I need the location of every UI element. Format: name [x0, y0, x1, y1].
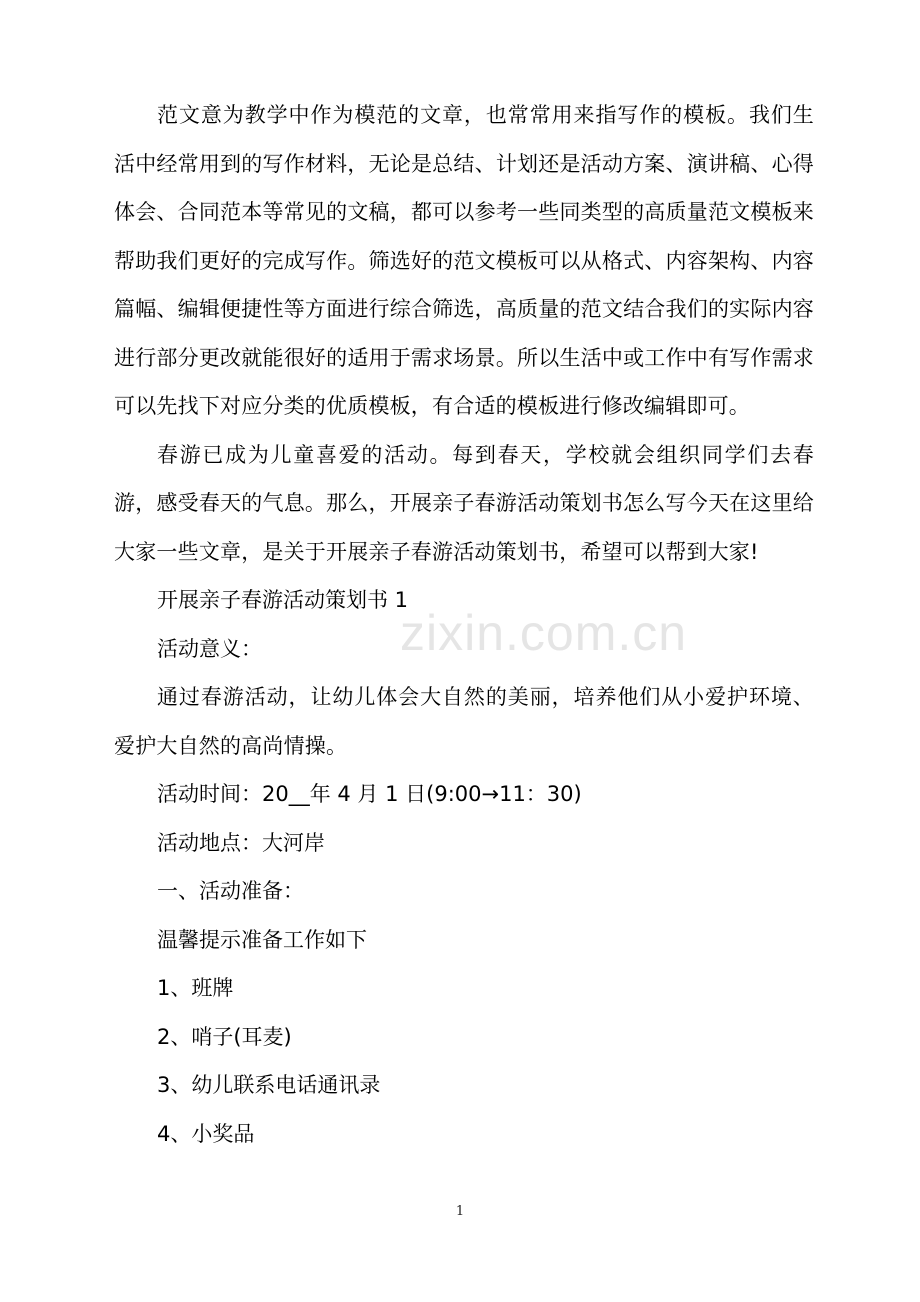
document-body [114, 91, 814, 1158]
page-number: 1 [455, 1204, 465, 1219]
section-preparation: 一、活动准备： [157, 879, 304, 903]
list-item: 1、班牌 [157, 976, 234, 1000]
activity-meaning-text: 通过春游活动，让幼儿体会大自然的美丽，培养他们从小爱护环境、爱护大自然的高尚情操。 [114, 685, 814, 758]
intro-paragraph: 范文意为教学中作为模范的文章，也常常用来指写作的模板。我们生活中经常用到的写作材料，无论是总结、计划还是活动方案、演讲稿、心得体会、合同范本等常见的文稿，都可以参考一些同类型的高质量范文模板来帮助我们更好的完成写作。筛选好的范文模板可以从格式、内容架构、内容篇幅、编辑便捷性等方面进行综合筛选，高质量的范文结合我们的实际内容进行部分更改就能很好的适用于需求场景。所以生活中或工作中有写作需求可以先找下对应分类的优质模板，有合适的模板进行修改编辑即可。 [114, 103, 814, 418]
list-item: 2、哨子(耳麦) [157, 1024, 292, 1049]
list-item: 3、幼儿联系电话通讯录 [157, 1073, 381, 1097]
site-watermark: zixin.com.cn [400, 605, 688, 661]
plan-heading: 开展亲子春游活动策划书 1 [157, 588, 409, 612]
activity-meaning-label: 活动意义： [157, 636, 262, 661]
spring-outing-paragraph: 春游已成为儿童喜爱的活动。每到春天，学校就会组织同学们去春游，感受春天的气息。那么，开展亲子春游活动策划书怎么写今天在这里给大家一些文章，是关于开展亲子春游活动策划书，希望可以帮到大家! [114, 442, 814, 564]
list-item: 4、小奖品 [157, 1121, 255, 1146]
preparation-tips: 温馨提示准备工作如下 [157, 927, 367, 952]
activity-time: 活动时间：20__年 4 月 1 日(9:00→11：30) [157, 782, 582, 806]
activity-place: 活动地点：大河岸 [157, 830, 325, 855]
